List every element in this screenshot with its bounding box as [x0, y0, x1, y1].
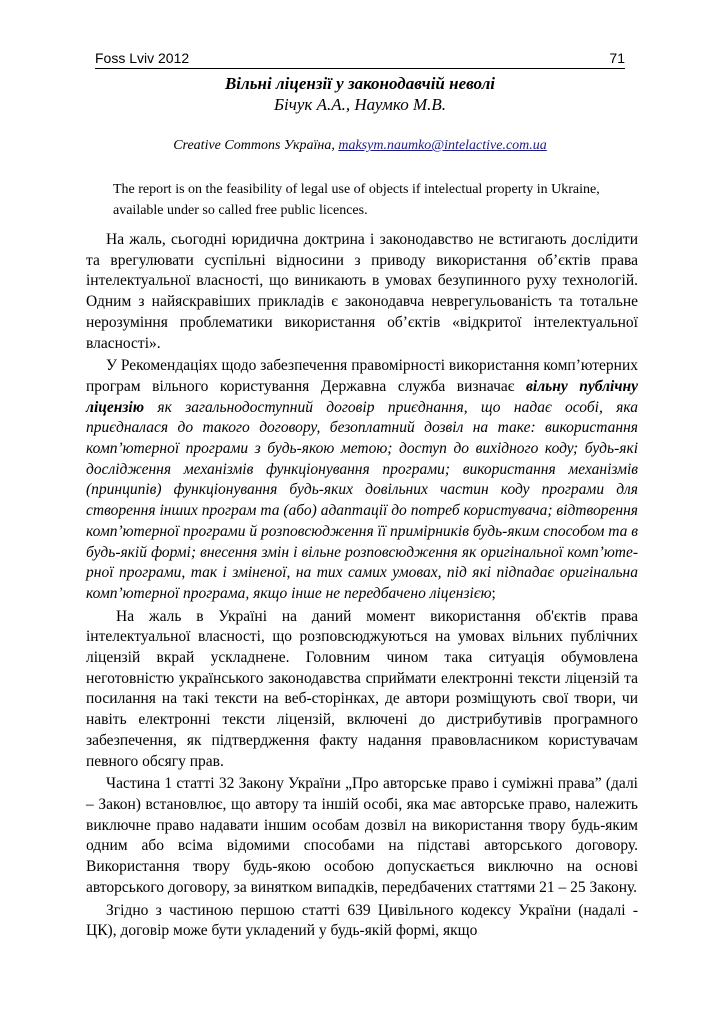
paragraph-2-end: ; [491, 584, 496, 602]
running-header [95, 50, 625, 69]
definition-text: як загальнодоступний договір приєднання, що надає особі, яка приєдналася до такого договору, безоплатний дозвіл на таке: використання комп’ютерної програми з будь-якою метою; доступ до вихідного коду; будь-які дослідження механізмів функціонування програми; використання механізмів (принципів) функціонування будь-яких довільних частин коду програми для створення інших програм та (або) адаптації до потреб користувача; відтворення комп’ютерної програми й розповсюдження її примірників будь-яким способом та в будь-якій формі; внесення змін і вільне розповсюдження як оригінальної комп’ютерної програми, так і зміненої, на тих самих умовах, під які підпадає оригінальна комп’ютерної програма, якщо інше не передбачено ліцензією [86, 398, 638, 602]
paper-title: Вільні ліцензії у законодавчій неволі [224, 74, 496, 93]
defined-term: вільну публічну ліцензію [86, 377, 638, 416]
page-number: 71 [609, 50, 625, 66]
body-text [86, 230, 638, 942]
author-email-link[interactable]: maksym.naumko@intelactive.com.ua [338, 138, 547, 153]
affiliation [95, 138, 625, 154]
paragraph-2 [86, 356, 638, 604]
paragraph-2-intro: У Рекомендаціях щодо забезпечення правомірності використання комп’ютерних програм вільного користування Державна служба визначає [86, 357, 638, 395]
paper-authors: Бічук А.А., Наумко М.В. [273, 95, 446, 114]
affiliation-org: Creative Commons Україна, [173, 138, 339, 153]
paragraph-1: На жаль, сьогодні юридична доктрина і законодавство не встигають дослідити та врегулювати суспільні відносини з приводу використання об’єктів права інтелектуальної власності, що виникають в умовах безупинного руху технологій. Одним з найяскравіших прикладів є законодавча неврегульованість та тотальне нерозуміння проблематики використання об’єктів «відкритої інтелектуальної власності». [86, 231, 638, 352]
paragraph-4: Частина 1 статті 32 Закону України „Про авторське право і суміжні права” (далі – Закон) встановлює, що автору та іншій особі, яка має авторське право, належить виключне право надавати іншим особам дозвіл на використання твору будь-яким одним або всіма відомими способами на підставі авторського договору. Використання твору будь-якою особою допускається виключно на основі авторського договору, за винятком випадків, передбачених статтями 21 – 25 Закону. [86, 775, 638, 896]
paragraph-5: Згідно з частиною першою статті 639 Цивільного кодексу України (надалі - ЦК), договір може бути укладений у будь-якій формі, якщо [86, 901, 638, 940]
paragraph-3: На жаль в Україні на даний момент використання об'єктів права інтелектуальної власності, що розповсюджуються на умовах вільних публічних ліцензій вкрай ускладнене. Головним чином така ситуація обумовлена неготовністю українського законодавства сприймати електронні тексти ліцензій та посилання на такі тексти на веб-сторінках, де автори розміщують свої твори, чи навіть електронні тексти ліцензій, включені до дистрибутивів програмного забезпечення, як підтвердження факту надання правовласником користувачам певного обсягу прав. [86, 607, 638, 770]
abstract: The report is on the feasibility of legal use of objects if intelectual property in Ukraine, available under so called free public licences. [113, 182, 600, 218]
conference-name: Foss Lviv 2012 [95, 50, 190, 66]
